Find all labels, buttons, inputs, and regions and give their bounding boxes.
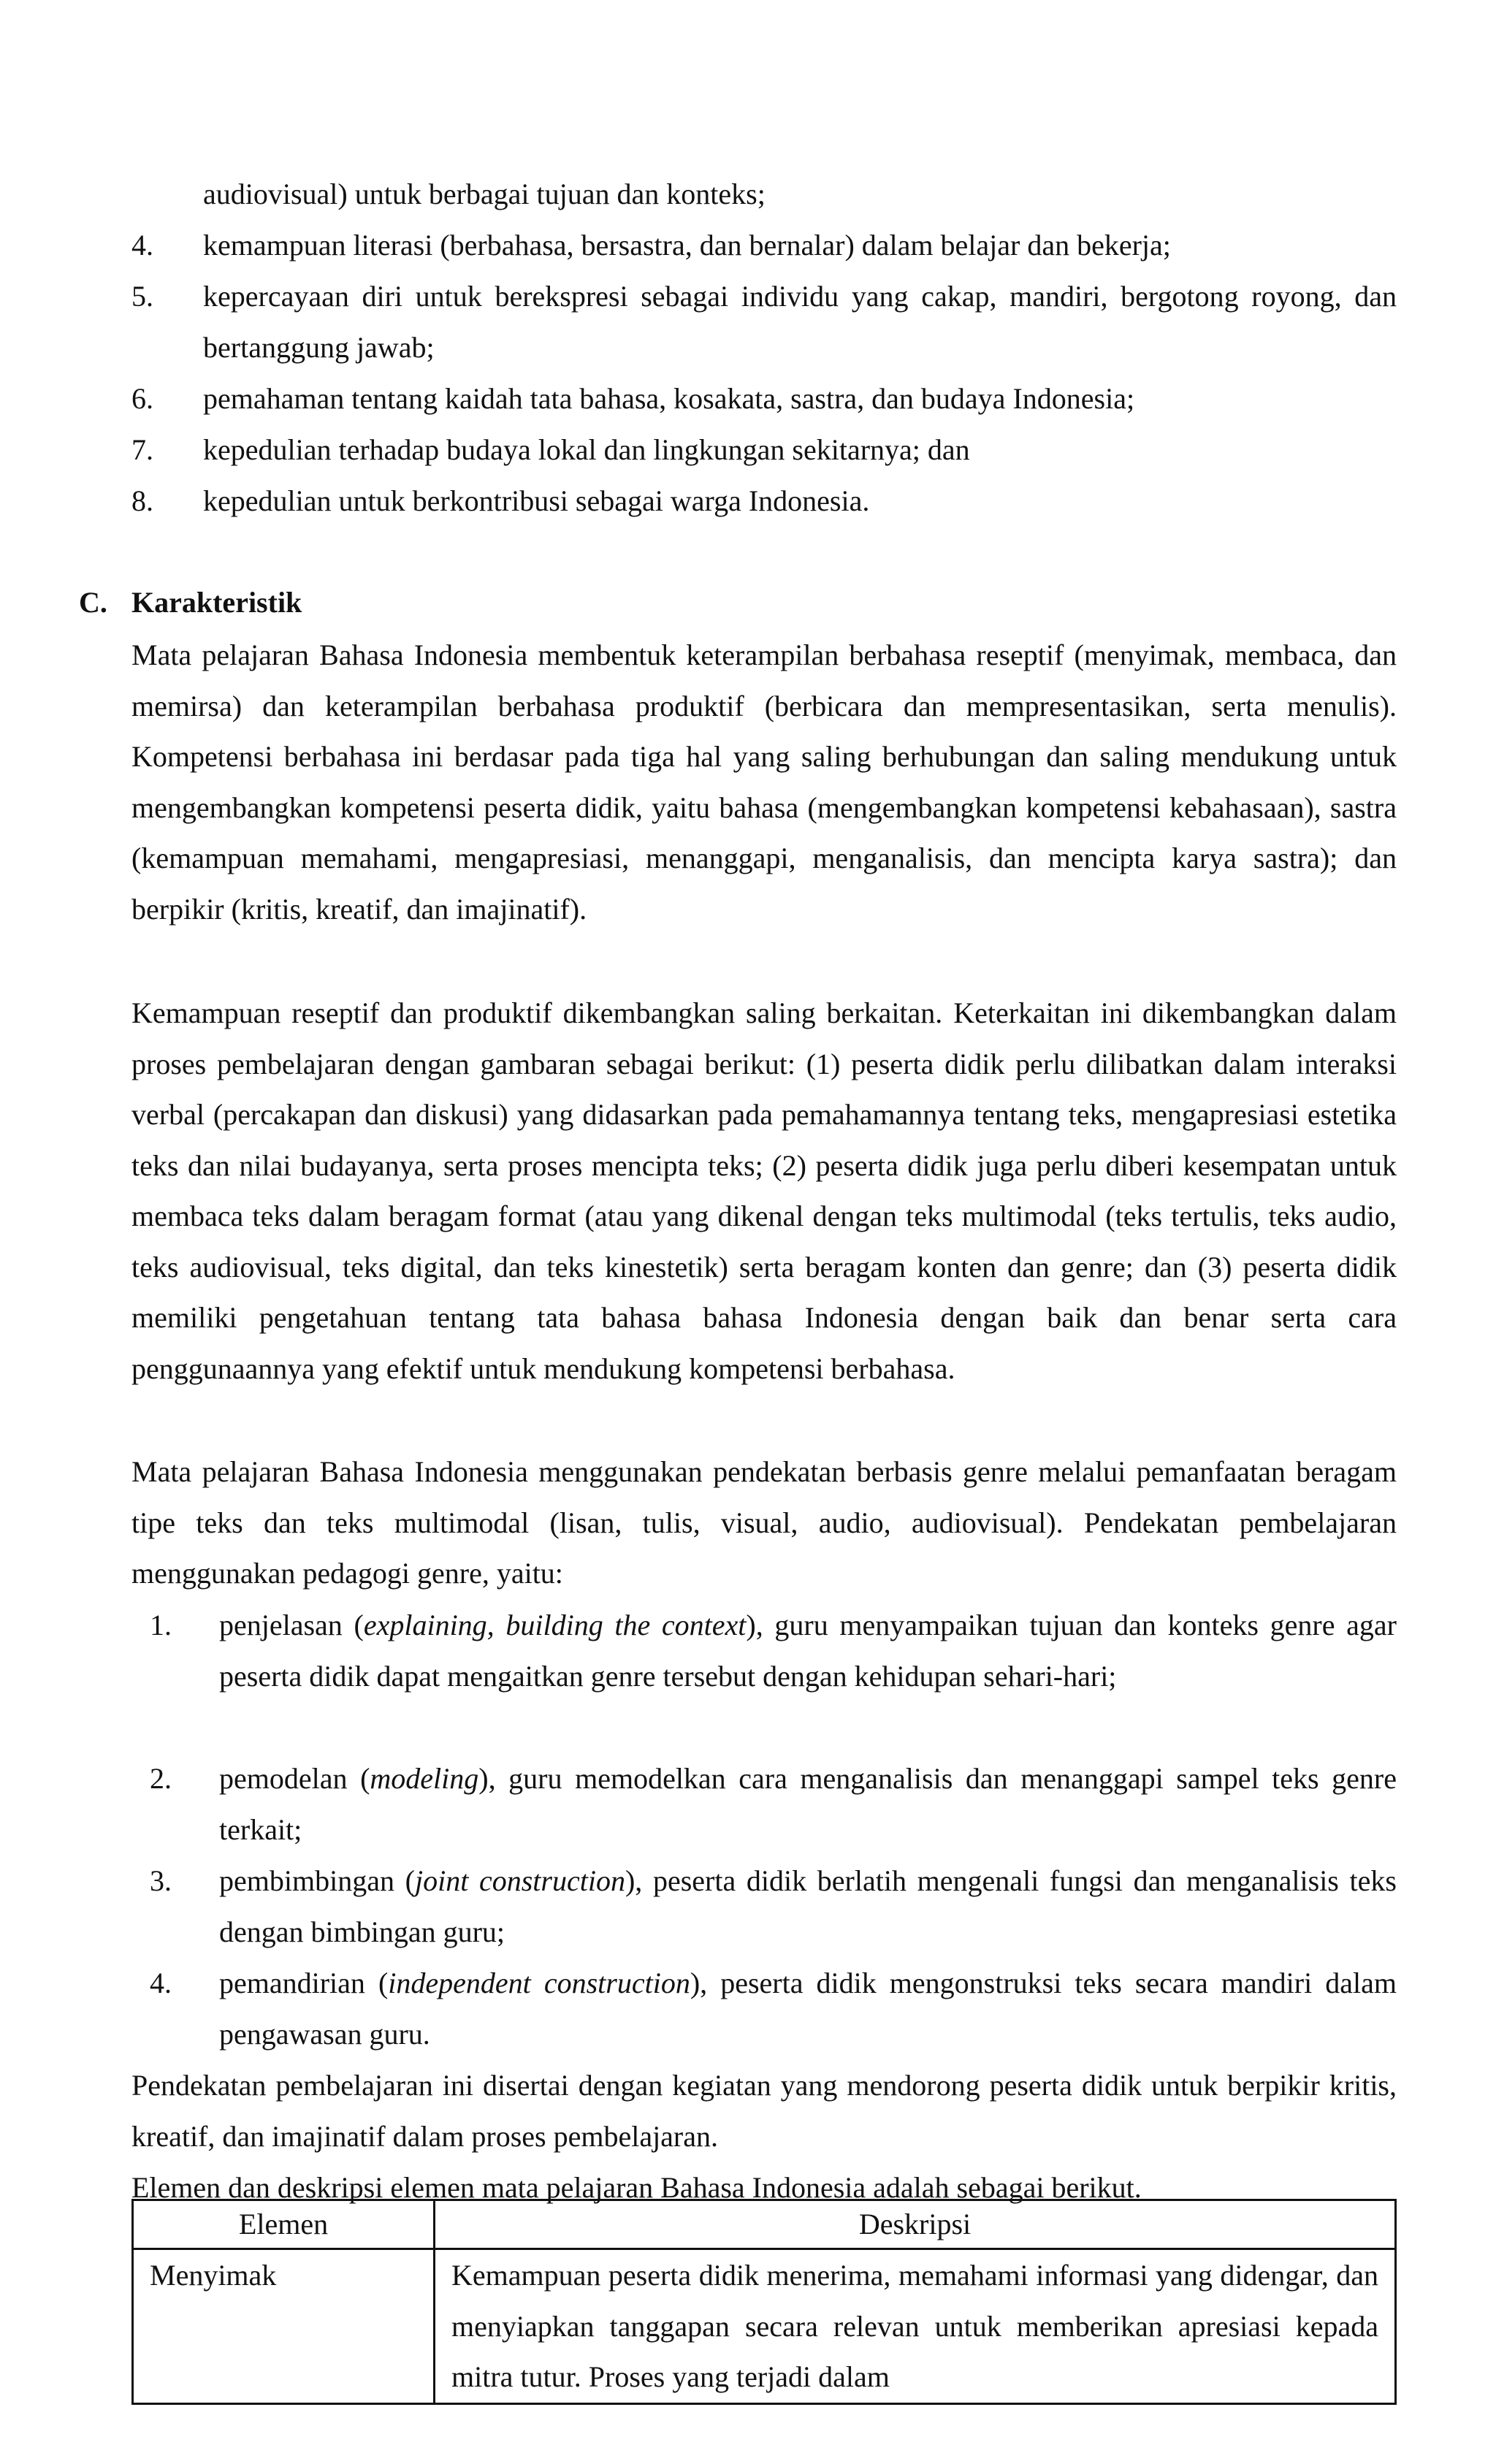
list-number: 5.: [131, 280, 153, 313]
italic-term: explaining, building the context: [363, 1609, 747, 1641]
list-number: 4.: [150, 1967, 172, 1999]
list-item: pemahaman tentang kaidah tata bahasa, kosakata, sastra, dan budaya Indonesia;: [203, 382, 1135, 415]
list-item: kemampuan literasi (berbahasa, bersastra, dan bernalar) dalam belajar dan bekerja;: [203, 229, 1171, 262]
list-item: kepercayaan diri untuk berekspresi sebagai individu yang cakap, mandiri, bergotong royong, dan bertanggung jawab;: [203, 280, 1397, 364]
list-item: pembimbingan (joint construction), peserta didik berlatih mengenali fungsi dan menganalisis teks dengan bimbingan guru;: [219, 1864, 1397, 1948]
italic-term: modeling: [370, 1762, 479, 1795]
list-item: kepedulian terhadap budaya lokal dan lingkungan sekitarnya; dan: [203, 433, 970, 466]
paragraph: Kemampuan reseptif dan produktif dikembangkan saling berkaitan. Keterkaitan ini dikembangkan dalam proses pembelajaran dengan gambaran sebagai berikut: (1) peserta didik perlu dilibatkan dalam interaksi verbal (percakapan dan diskusi) yang didasarkan pada pemahamannya tentang teks, mengapresiasi estetika teks dan nilai budayanya, serta proses mencipta teks; (2) peserta didik juga perlu diberi kesempatan untuk membaca teks dalam beragam format (atau yang dikenal dengan teks multimodal (teks tertulis, teks audio, teks audiovisual, teks digital, dan teks kinestetik) serta beragam konten dan genre; dan (3) peserta didik memiliki pengetahuan tentang tata bahasa bahasa Indonesia dengan baik dan benar serta cara penggunaannya yang efektif untuk mendukung kompetensi berbahasa.: [131, 996, 1397, 1385]
list-number: 8.: [131, 484, 153, 517]
list-item: kepedulian untuk berkontribusi sebagai warga Indonesia.: [203, 484, 870, 517]
list-item: pemandirian (independent construction), peserta didik mengonstruksi teks secara mandiri dalam pengawasan guru.: [219, 1967, 1397, 2051]
table-row: [133, 2249, 1396, 2404]
paragraph: Mata pelajaran Bahasa Indonesia membentuk keterampilan berbahasa reseptif (menyimak, membaca, dan memirsa) dan keterampilan berbahasa produktif (berbicara dan mempresentasikan, serta menulis). Kompetensi berbahasa ini berdasar pada tiga hal yang saling berhubungan dan saling mendukung untuk mengembangkan kompetensi peserta didik, yaitu bahasa (mengembangkan kompetensi kebahasaan), sastra (kemampuan memahami, mengapresiasi, menanggapi, menganalisis, dan mencipta karya sastra); dan berpikir (kritis, kreatif, dan imajinatif).: [131, 638, 1397, 926]
paragraph: Pendekatan pembelajaran ini disertai dengan kegiatan yang mendorong peserta didik untuk berpikir kritis, kreatif, dan imajinatif dalam proses pembelajaran.: [131, 2069, 1397, 2153]
list-item: penjelasan (explaining, building the context), guru menyampaikan tujuan dan konteks genre agar peserta didik dapat mengaitkan genre tersebut dengan kehidupan sehari-hari;: [219, 1609, 1397, 1693]
list-number: 2.: [150, 1762, 172, 1795]
table-header-row: [133, 2200, 1396, 2249]
table-cell-elemen: Menyimak: [133, 2249, 435, 2404]
list-number: 4.: [131, 229, 153, 262]
list-item: pemodelan (modeling), guru memodelkan cara menganalisis dan menanggapi sampel teks genre terkait;: [219, 1762, 1397, 1846]
elemen-table: [131, 2199, 1397, 2405]
section-letter: C.: [79, 586, 107, 619]
list-number: 1.: [150, 1609, 172, 1641]
table-header: Deskripsi: [435, 2200, 1396, 2249]
section-title: Karakteristik: [131, 586, 302, 619]
table-cell-deskripsi: Kemampuan peserta didik menerima, memahami informasi yang didengar, dan menyiapkan tanggapan secara relevan untuk memberikan apresiasi kepada mitra tutur. Proses yang terjadi dalam: [435, 2249, 1396, 2404]
italic-term: independent construction: [388, 1967, 690, 1999]
list-number: 3.: [150, 1864, 172, 1897]
list-number: 7.: [131, 433, 153, 466]
paragraph: Mata pelajaran Bahasa Indonesia menggunakan pendekatan berbasis genre melalui pemanfaatan beragam tipe teks dan teks multimodal (lisan, tulis, visual, audio, audiovisual). Pendekatan pembelajaran menggunakan pedagogi genre, yaitu:: [131, 1455, 1397, 1590]
table-header: Elemen: [133, 2200, 435, 2249]
list-continuation: audiovisual) untuk berbagai tujuan dan konteks;: [203, 178, 766, 210]
table-intro: Elemen dan deskripsi elemen mata pelajaran Bahasa Indonesia adalah sebagai berikut.: [131, 2171, 1142, 2204]
italic-term: joint construction: [414, 1864, 625, 1897]
list-number: 6.: [131, 382, 153, 415]
